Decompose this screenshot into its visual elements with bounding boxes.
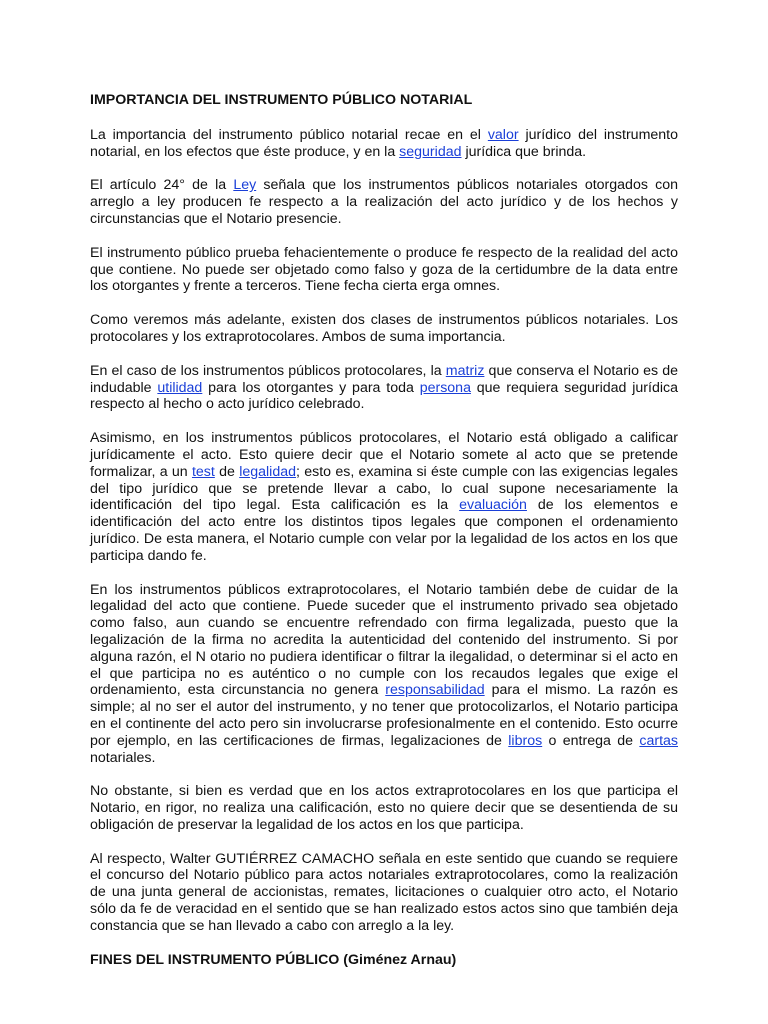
paragraph-text: de los elementos e identificación del acto entre los distintos tipos legales que componen el ordenamiento jurídico. De esta manera, el Notario cumple con velar por la legalidad de los actos en los que participa dando fe.	[90, 497, 678, 564]
hyperlink[interactable]: utilidad	[157, 379, 203, 396]
paragraph-text: Al respecto, Walter GUTIÉRREZ CAMACHO señala en este sentido que cuando se requiere el concurso del Notario público para actos notariales extraprotocolares, como la realización de una junta general de accionistas, remates, licitaciones o cualquier otro acto, el Notario sólo da fe de veracidad en el sentido que se han realizado estos actos sino que también deja constancia que se han llevado a cabo con arreglo a la ley.	[90, 850, 678, 934]
document-page	[90, 92, 678, 986]
document-body	[90, 127, 678, 935]
paragraph	[90, 851, 678, 935]
hyperlink[interactable]: valor	[487, 126, 519, 143]
paragraph	[90, 430, 678, 564]
hyperlink[interactable]: seguridad	[399, 143, 462, 160]
paragraph	[90, 783, 678, 833]
hyperlink[interactable]: evaluación	[459, 497, 527, 514]
paragraph-text: para los otorgantes y para toda	[202, 379, 420, 396]
hyperlink[interactable]: persona	[419, 379, 471, 396]
paragraph	[90, 177, 678, 227]
hyperlink[interactable]: legalidad	[239, 463, 297, 480]
paragraph-text: señala que los instrumentos públicos notariales otorgados con arreglo a ley producen fe respecto a la realización del acto jurídico y de los hechos y circunstancias que el Notario presencie.	[90, 177, 678, 227]
paragraph-text: o entrega de	[542, 732, 640, 749]
hyperlink[interactable]: matriz	[445, 362, 485, 379]
hyperlink[interactable]: responsabilidad	[385, 682, 485, 699]
paragraph-text: para el mismo. La razón es simple; al no ser el autor del instrumento, y no tener que protocolizarlos, el Notario participa en el continente del acto pero sin involucrarse profesionalmente en el contenido. Esto ocurre por ejemplo, en las certificaciones de firmas, legalizaciones de	[90, 682, 679, 749]
section-heading-fines: FINES DEL INSTRUMENTO PÚBLICO (Giménez Arnau)	[90, 951, 457, 968]
paragraph-text: de	[214, 463, 240, 480]
paragraph-text: El instrumento público prueba fehacientemente o produce fe respecto de la realidad del acto que contiene. No puede ser objetado como falso y goza de la certidumbre de la data entre los otorgantes y frente a terceros. Tiene fecha cierta erga omnes.	[90, 244, 678, 295]
paragraph-text: jurídica que brinda.	[461, 143, 587, 160]
paragraph-text: que conserva el Notario es de indudable	[90, 362, 678, 396]
paragraph	[90, 582, 678, 767]
paragraph	[90, 245, 678, 295]
paragraph-text: Asimismo, en los instrumentos públicos protocolares, el Notario está obligado a calificar jurídicamente el acto. Esto quiere decir que el Notario somete al acto que se pretende formalizar, a un	[90, 430, 678, 480]
paragraph-text: notariales.	[90, 749, 156, 766]
hyperlink[interactable]: libros	[508, 732, 543, 749]
paragraph-text: jurídico del instrumento notarial, en los efectos que éste produce, y en la	[90, 126, 679, 160]
paragraph-text: que requiera seguridad jurídica respecto al hecho o acto jurídico celebrado.	[90, 379, 678, 413]
paragraph	[90, 363, 678, 413]
section-heading-importancia: IMPORTANCIA DEL INSTRUMENTO PÚBLICO NOTARIAL	[90, 92, 473, 108]
paragraph	[90, 127, 678, 161]
hyperlink[interactable]: Ley	[233, 177, 257, 194]
paragraph-text: La importancia del instrumento público notarial recae en el	[90, 126, 488, 143]
paragraph-text: En los instrumentos públicos extraprotocolares, el Notario también debe de cuidar de la legalidad del acto que contiene. Puede suceder que el instrumento privado sea objetado como falso, aun cuando se encuentre refrendado con firma legalizada, puesto que la legalización de la firma no acredita la autenticidad del contenido del instrumento. Si por alguna razón, el N otario no pudiera identificar o filtrar la ilegalidad, o determinar si el acto en el que participa no es auténtico o no cumple con los recaudos legales que exige el ordenamiento, esta circunstancia no genera	[90, 581, 678, 699]
paragraph-text: El artículo 24° de la	[90, 177, 234, 194]
hyperlink[interactable]: cartas	[639, 732, 678, 749]
hyperlink[interactable]: test	[191, 463, 215, 480]
paragraph-text: No obstante, si bien es verdad que en los actos extraprotocolares en los que participa el Notario, en rigor, no realiza una calificación, esto no quiere decir que se desentienda de su obligación de preservar la legalidad de los actos en los que participa.	[90, 783, 678, 833]
paragraph-text: ; esto es, examina si éste cumple con las exigencias legales del tipo jurídico que se pretende llevar a cabo, lo cual supone necesariamente la identificación del tipo legal. Esta calificación es la	[90, 463, 678, 514]
paragraph-text: En el caso de los instrumentos públicos protocolares, la	[90, 362, 446, 379]
paragraph	[90, 312, 678, 346]
paragraph-text: Como veremos más adelante, existen dos clases de instrumentos públicos notariales. Los protocolares y los extraprotocolares. Ambos de suma importancia.	[90, 312, 678, 345]
